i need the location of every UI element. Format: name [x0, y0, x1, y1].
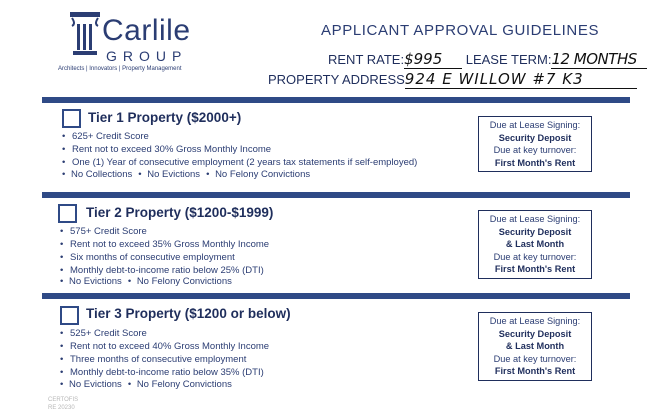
logo-name: Carlile [102, 14, 191, 47]
address-row [268, 70, 637, 89]
due-turnover-item: First Month's Rent [494, 366, 576, 376]
logo-tagline: Architects | Innovators | Property Management [58, 66, 182, 72]
tier-3-exclusions [60, 379, 238, 390]
due-turnover-item: First Month's Rent [494, 157, 576, 168]
tier-3-due-box [478, 312, 592, 381]
due-signing-item: Security Deposit [498, 328, 572, 339]
list-item: • No Felony Convictions [128, 379, 232, 390]
section-divider [42, 97, 630, 103]
tier-1-title: Tier 1 Property ($2000+) [88, 110, 242, 125]
due-signing-label: Due at Lease Signing: [489, 120, 581, 130]
list-item: • No Evictions [138, 169, 200, 180]
section-divider [42, 293, 630, 299]
rent-rate-label: RENT RATE: [328, 52, 405, 67]
list-item: • No Evictions [60, 379, 122, 390]
tier-1-criteria [62, 130, 417, 169]
due-turnover-label: Due at key turnover: [493, 353, 577, 364]
due-turnover-item: First Month's Rent [494, 264, 576, 274]
lease-term-label: LEASE TERM: [465, 52, 552, 67]
list-item: • No Felony Convictions [128, 276, 232, 287]
section-divider [42, 192, 630, 198]
tier-1-exclusions [62, 169, 316, 180]
list-item: • Monthly debt-to-income ratio below 25% (DTI) [60, 264, 269, 277]
list-item: • 525+ Credit Score [60, 327, 269, 340]
tier-1-checkbox[interactable] [62, 109, 81, 128]
list-item: • No Felony Convictions [206, 169, 310, 180]
list-item: • Rent not to exceed 30% Gross Monthly Income [62, 143, 417, 156]
tier-2-criteria [60, 225, 269, 277]
list-item: • No Collections [62, 169, 132, 180]
property-address-label: PROPERTY ADDRESS [268, 72, 405, 87]
tier-2-title: Tier 2 Property ($1200-$1999) [86, 205, 274, 220]
list-item: • Three months of consecutive employment [60, 353, 269, 366]
list-item: • Rent not to exceed 35% Gross Monthly Income [60, 238, 269, 251]
due-signing-item: & Last Month [505, 341, 565, 351]
due-signing-label: Due at Lease Signing: [489, 214, 581, 224]
stamp-line: CERTOFIS [48, 397, 79, 403]
list-item: • No Evictions [60, 276, 122, 287]
list-item: • Rent not to exceed 40% Gross Monthly Income [60, 340, 269, 353]
logo-group: GROUP [106, 48, 188, 64]
list-item: • Six months of consecutive employment [60, 251, 269, 264]
tier-3-checkbox[interactable] [60, 306, 79, 325]
column-icon [70, 12, 100, 56]
stamp-line: RE 20230 [48, 405, 75, 411]
tier-3-criteria [60, 327, 269, 379]
list-item: • One (1) Year of consecutive employment (2 years tax statements if self-employed) [62, 156, 417, 169]
rent-term-row [328, 50, 647, 69]
list-item: • Monthly debt-to-income ratio below 35% (DTI) [60, 366, 269, 379]
faded-stamp [48, 396, 78, 412]
due-signing-label: Due at Lease Signing: [489, 316, 581, 326]
list-item: • 575+ Credit Score [60, 225, 269, 238]
due-turnover-label: Due at key turnover: [493, 251, 577, 262]
due-signing-item: & Last Month [505, 239, 565, 249]
page-title: APPLICANT APPROVAL GUIDELINES [321, 22, 600, 39]
tier-3-title: Tier 3 Property ($1200 or below) [86, 306, 291, 321]
tier-2-due-box [478, 210, 592, 279]
rent-rate-field[interactable]: $995 [404, 50, 462, 69]
lease-term-field[interactable]: 12 MONTHS [551, 50, 647, 69]
tier-2-exclusions [60, 276, 238, 287]
property-address-field[interactable]: 924 E WILLOW #7 K3 [405, 70, 637, 89]
due-turnover-label: Due at key turnover: [493, 145, 577, 155]
tier-1-due-box [478, 116, 592, 172]
list-item: • 625+ Credit Score [62, 130, 417, 143]
due-signing-item: Security Deposit [498, 226, 572, 237]
tier-2-checkbox[interactable] [58, 204, 77, 223]
company-logo [58, 10, 212, 78]
due-signing-item: Security Deposit [498, 132, 572, 143]
